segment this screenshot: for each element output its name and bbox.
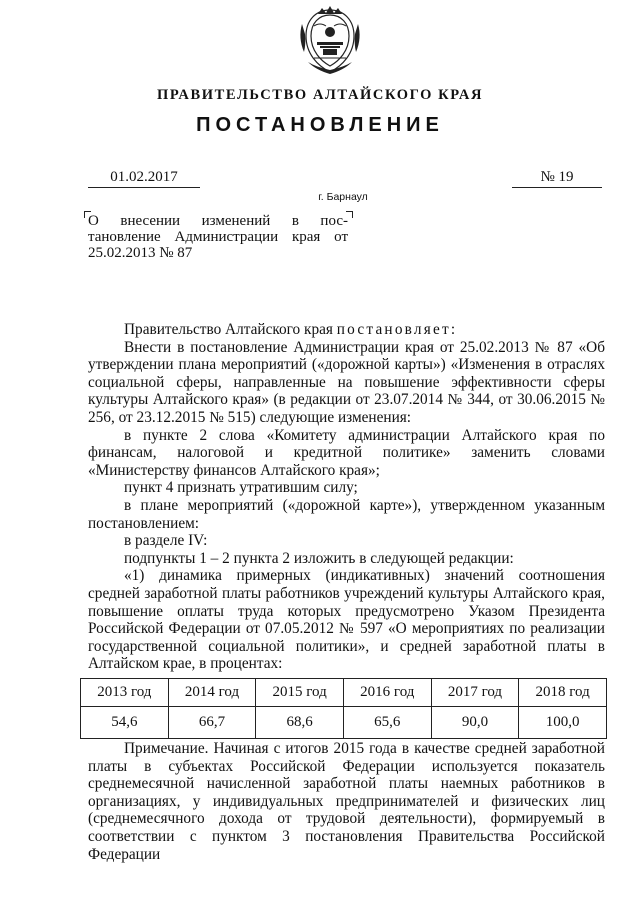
table-header-cell: 2015 год — [256, 679, 344, 707]
table-row — [81, 707, 607, 739]
subject-line-2: тановление Администрации края от — [88, 229, 348, 245]
paragraph-2: в пункте 2 слова «Комитету администрации Алтайского края по финансам, налоговой и кредитной политике» заменить словами «Министерству финансов Алтайского края»; — [88, 426, 605, 479]
indicators-table — [80, 678, 607, 739]
preamble-text: Правительство Алтайского края — [124, 321, 333, 338]
document-subject — [88, 213, 348, 261]
document-date: 01.02.2017 — [88, 168, 200, 188]
table-cell: 66,7 — [168, 707, 256, 739]
table-header-cell: 2018 год — [519, 679, 607, 707]
document-type: ПОСТАНОВЛЕНИЕ — [196, 114, 444, 136]
table-header-cell: 2013 год — [81, 679, 169, 707]
table-note — [88, 740, 605, 863]
paragraph-3: пункт 4 признать утратившим силу; — [124, 479, 358, 497]
organization-name: ПРАВИТЕЛЬСТВО АЛТАЙСКОГО КРАЯ — [156, 87, 484, 103]
document-body — [88, 321, 605, 673]
table-cell: 54,6 — [81, 707, 169, 739]
paragraph-6: подпункты 1 – 2 пункта 2 изложить в следующей редакции: — [124, 549, 514, 567]
paragraph-1: Внести в постановление Администрации края от 25.02.2013 № 87 «Об утверждении плана мероприятий («дорожной карты») «Изменения в отраслях социальной сферы, направленные на повышение эффективности сферы культуры Алтайского края» (в редакции от 23.07.2014 № 344, от 30.06.2015 № 256, от 23.12.2015 № 515) следующие изменения: — [88, 338, 605, 426]
table-header-cell: 2014 год — [168, 679, 256, 707]
preamble-resolves: постановляет: — [336, 321, 458, 338]
preamble — [88, 321, 605, 339]
document-city: г. Барнаул — [318, 191, 368, 203]
subject-line-1: О внесении изменений в пос- — [88, 213, 348, 229]
subject-line-3: 25.02.2013 № 87 — [88, 245, 193, 261]
table-header-row — [81, 679, 607, 707]
table-cell: 90,0 — [431, 707, 519, 739]
table-cell: 68,6 — [256, 707, 344, 739]
table-header-cell: 2017 год — [431, 679, 519, 707]
table-header-cell: 2016 год — [343, 679, 431, 707]
paragraph-5: в разделе IV: — [124, 532, 208, 550]
document-number: № 19 — [512, 168, 602, 188]
paragraph-4: в плане мероприятий («дорожной карте»), утвержденном указанным постановлением: — [88, 496, 605, 532]
table-cell: 65,6 — [343, 707, 431, 739]
coat-of-arms-emblem — [296, 4, 364, 76]
note-text: Примечание. Начиная с итогов 2015 года в качестве средней заработной платы в субъектах Российской Федерации используется показатель среднемесячной начисленной заработной платы наемных работников в организациях, у индивидуальных предпринимателей и физических лиц (среднемесячного дохода от трудовой деятельности), формируемый в соответствии с пунктом 3 постановления Правительства Российской Федерации — [88, 740, 605, 863]
paragraph-7: «1) динамика примерных (индикативных) значений соотношения средней заработной платы работников учреждений культуры Алтайского края, повышение оплаты труда которых предусмотрено Указом Президента Российской Федерации от 07.05.2012 № 597 «О мероприятиях по реализации государственной социальной политики», и средней заработной платы в Алтайском крае, в процентах: — [88, 567, 605, 673]
table-cell: 100,0 — [519, 707, 607, 739]
